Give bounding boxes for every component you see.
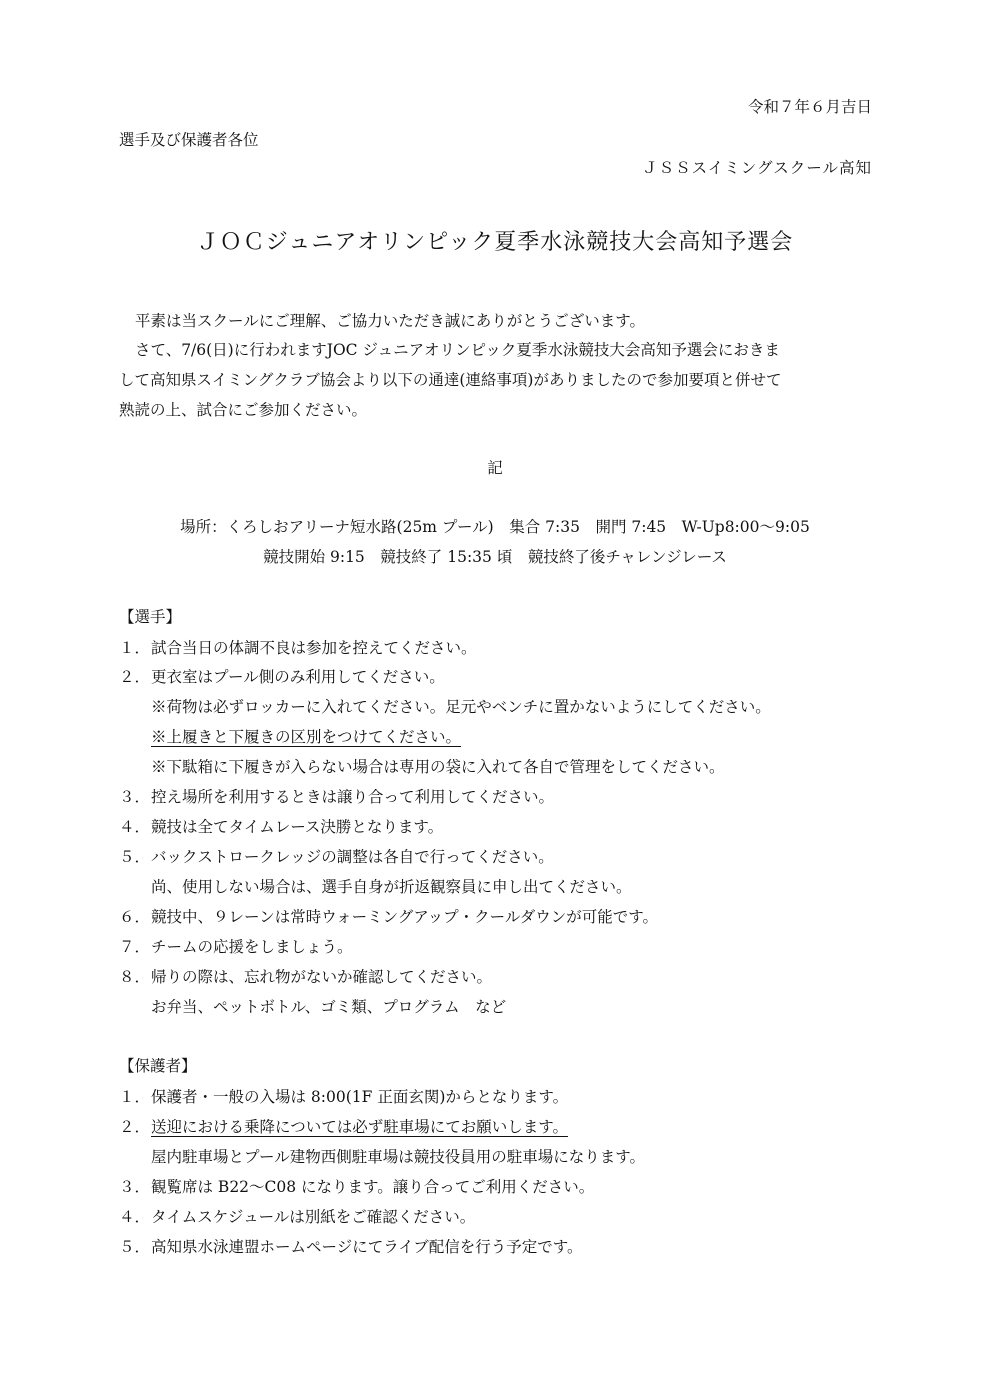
item-text: 保護者・一般の入場は 8:00(1F 正面玄関)からとなります。 <box>151 1088 569 1106</box>
swimmer-item <box>119 787 554 807</box>
swimmer-item <box>119 967 492 987</box>
item-text: タイムスケジュールは別紙をご確認ください。 <box>151 1208 476 1226</box>
guardian-item <box>119 1237 583 1257</box>
item-text: 試合当日の体調不良は参加を控えてください。 <box>151 639 477 657</box>
swimmer-note <box>151 757 725 777</box>
swimmer-item <box>119 847 554 867</box>
item-number: １． <box>119 1088 151 1106</box>
item-number: １． <box>119 639 151 657</box>
intro-line-4: 熟読の上、試合にご参加ください。 <box>119 401 368 419</box>
item-number: ２． <box>119 668 151 686</box>
item-text: 控え場所を利用するときは譲り合って利用してください。 <box>151 788 555 806</box>
swimmer-item <box>119 638 477 658</box>
item-number: ４． <box>119 1208 151 1226</box>
item-number: ３． <box>119 1178 151 1196</box>
swimmer-item <box>119 937 353 957</box>
item-text: バックストロークレッジの調整は各自で行ってください。 <box>151 848 554 866</box>
venue-line-2: 競技開始 9:15 競技終了 15:35 頃 競技終了後チャレンジレース <box>263 548 727 566</box>
item-text: お弁当、ペットボトル、ゴミ類、プログラム など <box>151 998 507 1016</box>
item-number: ７． <box>119 938 151 956</box>
item-text: 帰りの際は、忘れ物がないか確認してください。 <box>151 968 493 986</box>
item-text: 送迎における乗降については必ず駐車場にてお願いします。 <box>151 1118 568 1136</box>
item-text: 競技は全てタイムレース決勝となります。 <box>151 818 444 836</box>
venue-line-1: 場所：くろしおアリーナ短水路(25m プール) 集合 7:35 開門 7:45 W-Up8:00～9:05 <box>180 518 810 536</box>
swimmer-item <box>119 667 445 687</box>
page-title: ＪＯＣジュニアオリンピック夏季水泳競技大会高知予選会 <box>196 230 794 255</box>
swimmer-item <box>119 907 658 927</box>
item-text: 尚、使用しない場合は、選手自身が折返観察員に申し出てください。 <box>151 878 632 896</box>
item-text: ※上履きと下履きの区別をつけてください。 <box>151 728 462 746</box>
date: 令和７年６月吉日 <box>747 98 872 116</box>
swimmers-heading: 【選手】 <box>119 608 182 626</box>
guardian-item <box>119 1177 594 1197</box>
ki-heading: 記 <box>487 459 503 477</box>
guardian-item <box>119 1207 475 1227</box>
item-number: ４． <box>119 818 151 836</box>
item-text: 観覧席は B22～C08 になります。譲り合ってご利用ください。 <box>151 1178 595 1196</box>
intro-line-3: して高知県スイミングクラブ協会より以下の通達(連絡事項)がありましたので参加要項と併せて <box>119 371 782 389</box>
swimmer-note-underlined <box>151 727 461 747</box>
item-number: ５． <box>119 1238 151 1256</box>
item-text: 屋内駐車場とプール建物西側駐車場は競技役員用の駐車場になります。 <box>151 1148 645 1166</box>
guardian-note <box>151 1147 645 1167</box>
guardian-item <box>119 1087 568 1107</box>
guardians-heading: 【保護者】 <box>119 1057 197 1075</box>
item-number: ３． <box>119 788 151 806</box>
item-number: ５． <box>119 848 151 866</box>
item-text: 更衣室はプール側のみ利用してください。 <box>151 668 445 686</box>
addressee: 選手及び保護者各位 <box>119 131 259 149</box>
swimmer-item <box>119 817 443 837</box>
item-text: ※下駄箱に下履きが入らない場合は専用の袋に入れて各自で管理をしてください。 <box>151 758 725 776</box>
item-number: ６． <box>119 908 151 926</box>
intro-line-1: 平素は当スクールにご理解、ご協力いただき誠にありがとうございます。 <box>135 312 645 330</box>
sender: ＪＳＳスイミングスクール高知 <box>642 159 872 177</box>
item-text: 高知県水泳連盟ホームページにてライブ配信を行う予定です。 <box>151 1238 583 1256</box>
guardian-item-underlined <box>119 1117 568 1137</box>
intro-line-2: さて、7/6(日)に行われますJOC ジュニアオリンピック夏季水泳競技大会高知予選会におきま <box>135 341 780 359</box>
item-number: ８． <box>119 968 151 986</box>
swimmer-note <box>151 997 506 1017</box>
item-text: 競技中、９レーンは常時ウォーミングアップ・クールダウンが可能です。 <box>151 908 659 926</box>
swimmer-note <box>151 877 632 897</box>
item-text: チームの応援をしましょう。 <box>151 938 353 956</box>
item-number: ２． <box>119 1118 151 1136</box>
item-text: ※荷物は必ずロッカーに入れてください。足元やベンチに置かないようにしてください。 <box>151 698 771 716</box>
swimmer-note <box>151 697 771 717</box>
